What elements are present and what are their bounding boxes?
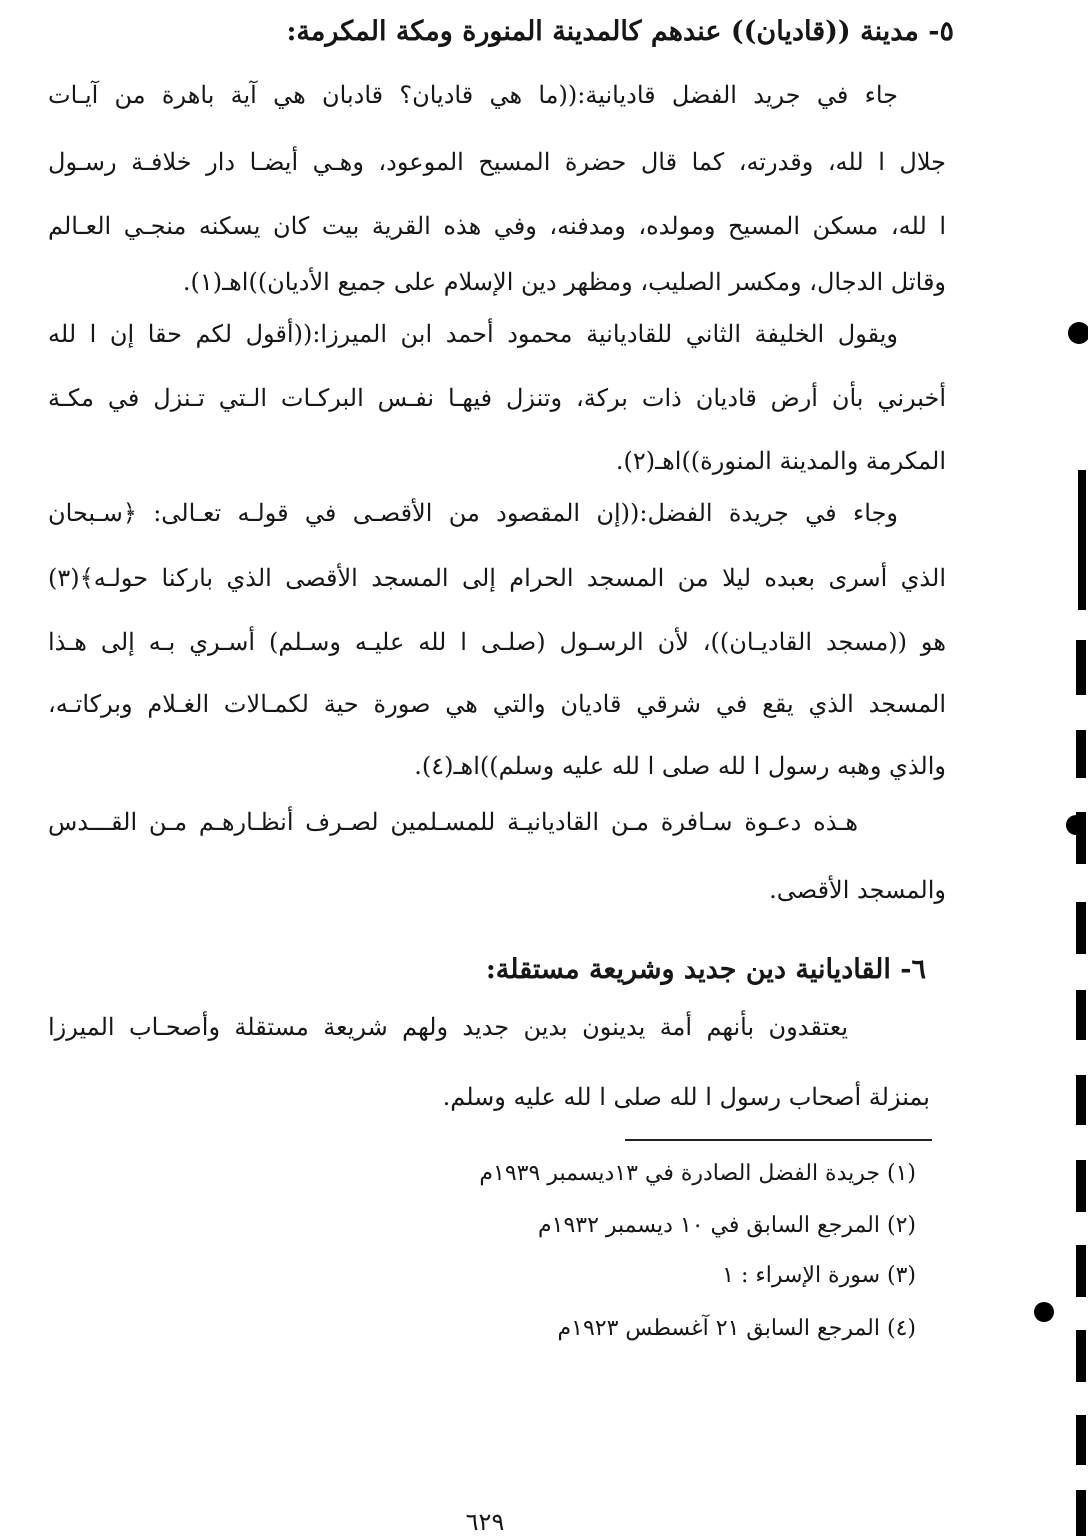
footnote-3: (٣) سورة الإسراء : ١ (722, 1263, 916, 1288)
body-line: هو ((مسجد القاديـان))، لأن الرسـول (صلـى ا لله عليـه وسـلم) أسـري بـه إلى هـذا (48, 628, 946, 656)
scan-edge-mark (1076, 1160, 1086, 1212)
body-line: هـذه دعـوة سـافرة مـن القاديانيـة للمسـلمين لصـرف أنظـارهـم مـن القـــدس (48, 808, 858, 836)
scan-edge-mark (1078, 470, 1086, 610)
scan-edge-mark (1076, 812, 1086, 864)
footnote-separator (625, 1139, 932, 1141)
footnote-1: (١) جريدة الفضل الصادرة في ١٣ديسمبر ١٩٣٩م (479, 1161, 916, 1186)
scan-edge-mark (1076, 730, 1086, 778)
scan-edge-mark (1076, 1330, 1086, 1382)
scan-edge-mark (1076, 1490, 1086, 1536)
body-line: جلال ا لله، وقدرته، كما قال حضرة المسيح الموعود، وهـي أيضـا دار خلافـة رسـول (48, 148, 946, 176)
body-line: ا لله، مسكن المسيح ومولده، ومدفنه، وفي هذه القرية بيت كان يسكنه منجـي العـالم (48, 212, 946, 240)
section-6-heading: ٦- القاديانية دين جديد وشريعة مستقلة: (485, 954, 926, 985)
body-line: والذي وهبه رسول ا لله صلى ا لله عليه وسلم))اهـ(٤). (414, 752, 946, 780)
body-line: المسجد الذي يقع في شرقي قاديان والتي هي صورة حية لكمـالات الغـلام وبركاتـه، (48, 690, 946, 718)
scan-dot-mark (1068, 322, 1088, 344)
body-line: والمسجد الأقصى. (769, 876, 946, 904)
scan-dot-mark (1034, 1302, 1054, 1322)
scan-edge-mark (1076, 990, 1086, 1040)
body-line: ويقول الخليفة الثاني للقاديانية محمود أحمد ابن الميرزا:((أقول لكم حقا إن ا لله (48, 320, 898, 348)
body-line: المكرمة والمدينة المنورة))اهـ(٢). (615, 447, 946, 475)
body-line: يعتقدون بأنهم أمة يدينون بدين جديد ولهم شريعة مستقلة وأصحـاب الميرزا (48, 1013, 848, 1041)
page-number: ٦٢٩ (465, 1508, 505, 1536)
body-line: الذي أسرى بعبده ليلا من المسجد الحرام إلى المسجد الأقصى الذي باركنا حولـه﴾(٣) (48, 564, 946, 592)
scan-edge-mark (1076, 1415, 1086, 1465)
body-line: أخبرني بأن أرض قاديان ذات بركة، وتنزل فيهـا نفـس البركـات الـتي تـنزل في مكـة (48, 384, 946, 412)
body-line: بمنزلة أصحاب رسول ا لله صلى ا لله عليه وسلم. (442, 1083, 930, 1111)
section-5-heading: ٥- مدينة ((قاديان)) عندهم كالمدينة المنورة ومكة المكرمة: (286, 16, 954, 47)
body-line: وجاء في جريدة الفضل:((إن المقصود من الأقصـى في قولـه تعـالى: ﴿سـبحان (48, 499, 898, 527)
scan-edge-mark (1076, 902, 1086, 954)
scan-edge-mark (1076, 1245, 1086, 1297)
scan-edge-mark (1076, 1075, 1086, 1125)
footnote-2: (٢) المرجع السابق في ١٠ ديسمبر ١٩٣٢م (538, 1213, 916, 1238)
body-line: جاء في جريد الفضل قاديانية:((ما هي قاديان؟ قادبان هي آية باهرة من آيـات (48, 81, 898, 109)
body-line: وقاتل الدجال، ومكسر الصليب، ومظهر دين الإسلام على جميع الأديان))اهـ(١). (182, 268, 946, 296)
footnote-4: (٤) المرجع السابق ٢١ آغسطس ١٩٢٣م (557, 1316, 916, 1341)
scan-edge-mark (1076, 640, 1086, 695)
